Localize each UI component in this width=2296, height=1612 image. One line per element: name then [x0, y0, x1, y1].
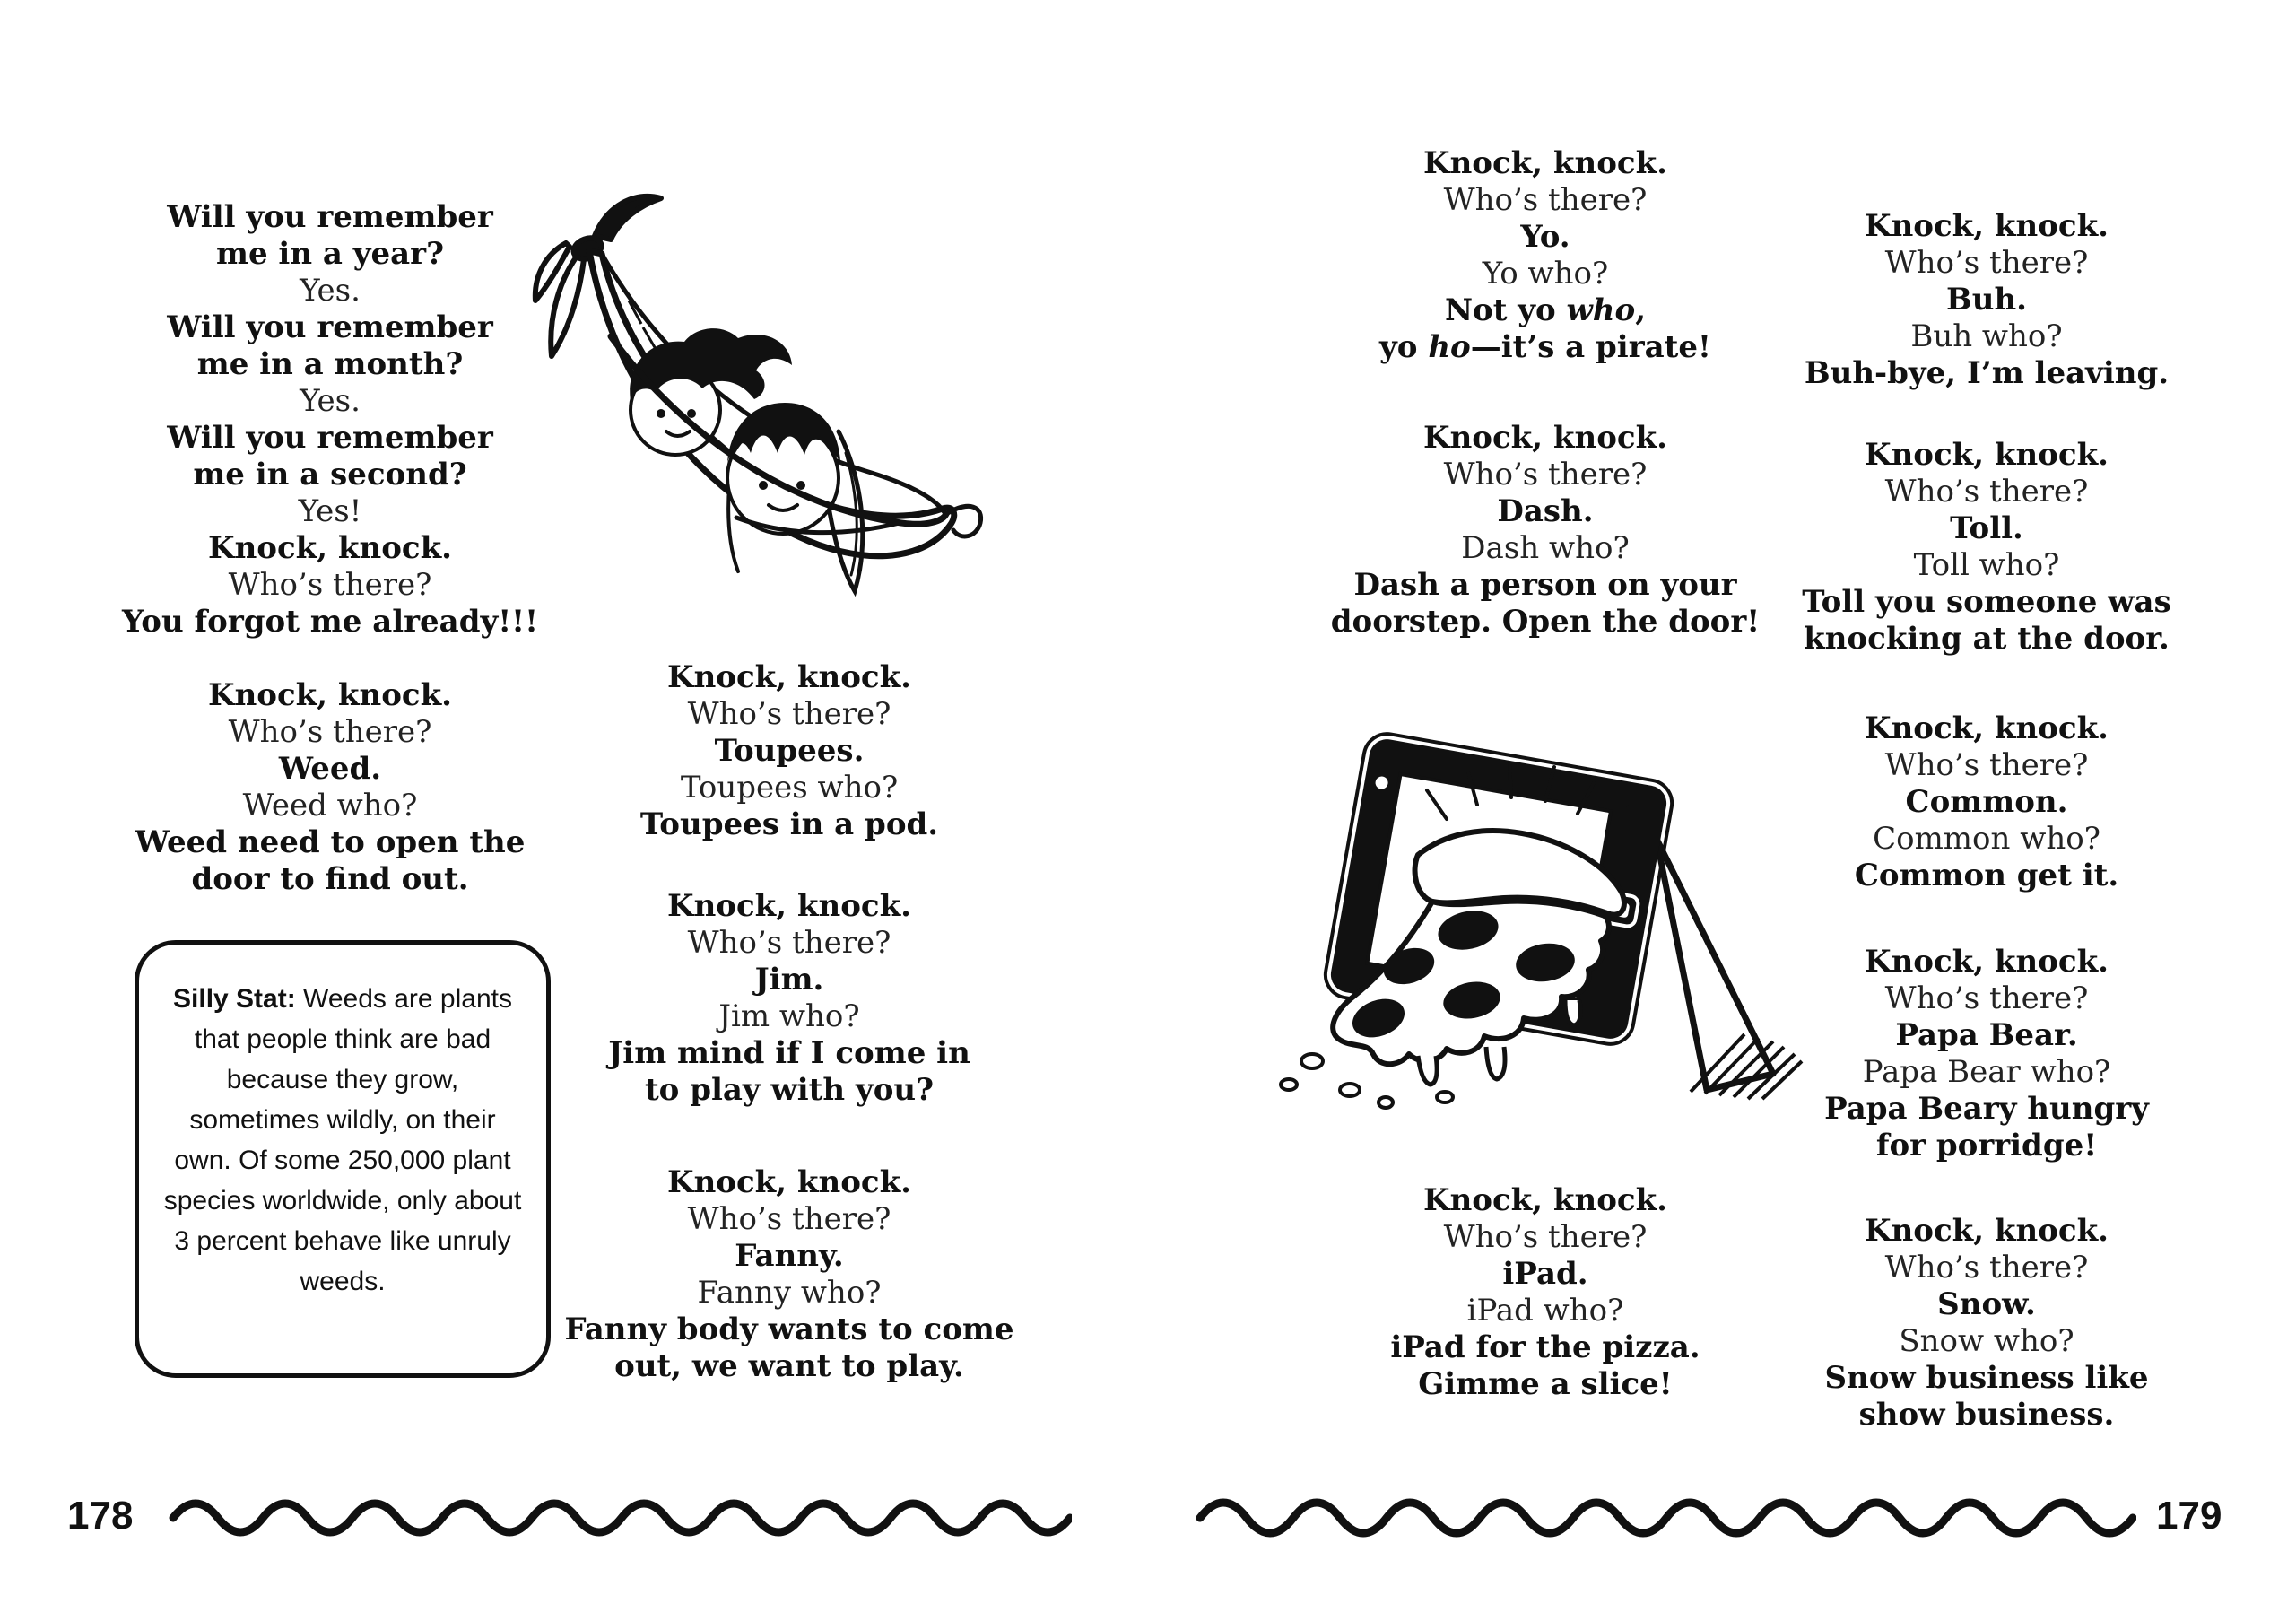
joke-line: me in a year?: [215, 236, 445, 272]
joke-yo: [1294, 145, 1796, 366]
joke-line-segment: yo: [1379, 329, 1429, 365]
silly-stat-text: [162, 979, 523, 1302]
peapod-girl: [727, 403, 863, 591]
joke-line: Papa Beary hungry: [1824, 1091, 2149, 1127]
joke-ipad: [1294, 1182, 1796, 1403]
joke-line: You forgot me already!!!: [121, 604, 539, 640]
joke-snow: [1735, 1213, 2238, 1433]
joke-line-segment: Not yo: [1444, 292, 1567, 328]
joke-line: Knock, knock.: [208, 677, 452, 713]
joke-line: Who’s there?: [1884, 747, 2089, 783]
joke-line: Common.: [1905, 784, 2068, 820]
joke-line-segment: ,: [1635, 292, 1647, 328]
joke-line: Gimme a slice!: [1418, 1366, 1673, 1402]
page-number-left: 178: [67, 1494, 134, 1538]
joke-buh: [1735, 208, 2238, 392]
joke-line: Will you remember: [167, 309, 493, 345]
joke-line: Toll.: [1950, 510, 2023, 546]
joke-line: Who’s there?: [1884, 1250, 2089, 1285]
joke-toll: [1735, 437, 2238, 658]
joke-line: Knock, knock.: [1423, 420, 1667, 456]
joke-line: Who’s there?: [1443, 1219, 1648, 1255]
joke-line-segment: —it’s a pirate!: [1470, 329, 1711, 365]
joke-remember: [79, 199, 581, 640]
joke-line: Toupees.: [714, 733, 865, 769]
joke-line: Common who?: [1873, 821, 2100, 857]
joke-weed: [79, 677, 581, 898]
joke-line: knocking at the door.: [1804, 621, 2170, 657]
joke-line: Knock, knock.: [1865, 437, 2109, 473]
joke-line: Who’s there?: [1884, 245, 2089, 281]
joke-line: me in a second?: [193, 457, 467, 492]
joke-line: Yes!: [298, 493, 362, 529]
joke-line: Toupees in a pod.: [639, 806, 939, 842]
joke-line: Yo.: [1520, 219, 1570, 255]
joke-line: Fanny.: [735, 1238, 844, 1274]
joke-line: iPad.: [1502, 1256, 1588, 1292]
joke-line: Who’s there?: [687, 925, 891, 961]
joke-line: Buh-bye, I’m leaving.: [1804, 355, 2170, 391]
joke-line: to play with you?: [644, 1072, 935, 1108]
joke-line: iPad for the pizza.: [1390, 1329, 1700, 1365]
joke-line: Common get it.: [1854, 858, 2119, 893]
joke-line: Dash who?: [1461, 530, 1630, 566]
joke-line: Who’s there?: [1443, 457, 1648, 492]
silly-stat-body: Weeds are plants that people think are bad because they grow, sometimes wildly, on their own. Of some 250,000 plant species worldwide, only about 3 percent behave like unruly weeds.: [163, 984, 522, 1296]
joke-line: Weed need to open the: [135, 824, 526, 860]
joke-line: Knock, knock.: [1423, 145, 1667, 181]
joke-line: Weed.: [278, 751, 382, 787]
joke-line-segment-italic: ho: [1428, 329, 1471, 365]
joke-line: Snow who?: [1899, 1323, 2074, 1359]
wavy-divider-left: [166, 1486, 1072, 1538]
joke-line: Snow.: [1937, 1286, 2036, 1322]
page-number-right: 179: [2156, 1494, 2222, 1538]
silly-stat-box: [135, 940, 551, 1378]
joke-line: Will you remember: [167, 199, 493, 235]
joke-line: doorstep. Open the door!: [1330, 604, 1761, 640]
joke-line: Who’s there?: [1884, 980, 2089, 1016]
joke-line: Toupees who?: [680, 770, 899, 806]
joke-line: Fanny body wants to come: [564, 1311, 1014, 1347]
joke-line: Buh who?: [1910, 318, 2063, 354]
joke-toupees: [538, 659, 1040, 843]
joke-line: Yes.: [300, 383, 361, 419]
joke-line: Who’s there?: [687, 696, 891, 732]
joke-line: Toll who?: [1913, 547, 2060, 583]
joke-dash: [1294, 420, 1796, 640]
joke-line: [1294, 329, 1796, 366]
joke-line: Knock, knock.: [208, 530, 452, 566]
joke-line: Who’s there?: [228, 714, 432, 750]
joke-line: Who’s there?: [228, 567, 432, 603]
joke-line: Weed who?: [242, 788, 418, 823]
joke-line: Dash.: [1497, 493, 1594, 529]
joke-line: Papa Bear.: [1895, 1017, 2078, 1053]
joke-line: Who’s there?: [1884, 474, 2089, 510]
joke-line: Jim who?: [718, 998, 860, 1034]
joke-line: Who’s there?: [1443, 182, 1648, 218]
joke-line: Knock, knock.: [1865, 710, 2109, 746]
joke-line: for porridge!: [1875, 1128, 2098, 1163]
wavy-divider-right: [1193, 1486, 2136, 1538]
joke-line: Fanny who?: [697, 1275, 882, 1311]
joke-jim: [538, 888, 1040, 1109]
joke-line: Toll you someone was: [1802, 584, 2171, 620]
joke-line: Yes.: [300, 273, 361, 309]
joke-line: Buh.: [1945, 282, 2027, 318]
joke-line: show business.: [1858, 1397, 2115, 1433]
joke-line: iPad who?: [1466, 1293, 1624, 1329]
joke-line: Knock, knock.: [667, 659, 911, 695]
joke-line: Will you remember: [167, 420, 493, 456]
joke-line-segment-italic: who: [1566, 292, 1636, 328]
joke-line: Jim mind if I come in: [608, 1035, 970, 1071]
joke-papa-bear: [1735, 944, 2238, 1164]
joke-line: Knock, knock.: [1865, 944, 2109, 980]
joke-line: Jim.: [754, 962, 824, 998]
joke-line: Papa Bear who?: [1862, 1054, 2111, 1090]
joke-line: Who’s there?: [687, 1201, 891, 1237]
peapod-illustration: [525, 166, 1063, 614]
joke-line: Knock, knock.: [1865, 208, 2109, 244]
joke-line: Yo who?: [1482, 256, 1609, 292]
joke-line: Snow business like: [1824, 1360, 2149, 1396]
joke-line: me in a month?: [196, 346, 464, 382]
joke-fanny: [538, 1164, 1040, 1385]
joke-line: Knock, knock.: [1865, 1213, 2109, 1249]
joke-line: Knock, knock.: [1423, 1182, 1667, 1218]
silly-stat-label: Silly Stat:: [173, 984, 296, 1014]
joke-line: [1294, 292, 1796, 329]
joke-line: door to find out.: [191, 861, 469, 897]
joke-line: out, we want to play.: [614, 1348, 964, 1384]
joke-line: Knock, knock.: [667, 888, 911, 924]
ipad-pizza-illustration: [1242, 704, 1807, 1117]
joke-line: Dash a person on your: [1353, 567, 1737, 603]
joke-line: Knock, knock.: [667, 1164, 911, 1200]
joke-common: [1735, 710, 2238, 894]
